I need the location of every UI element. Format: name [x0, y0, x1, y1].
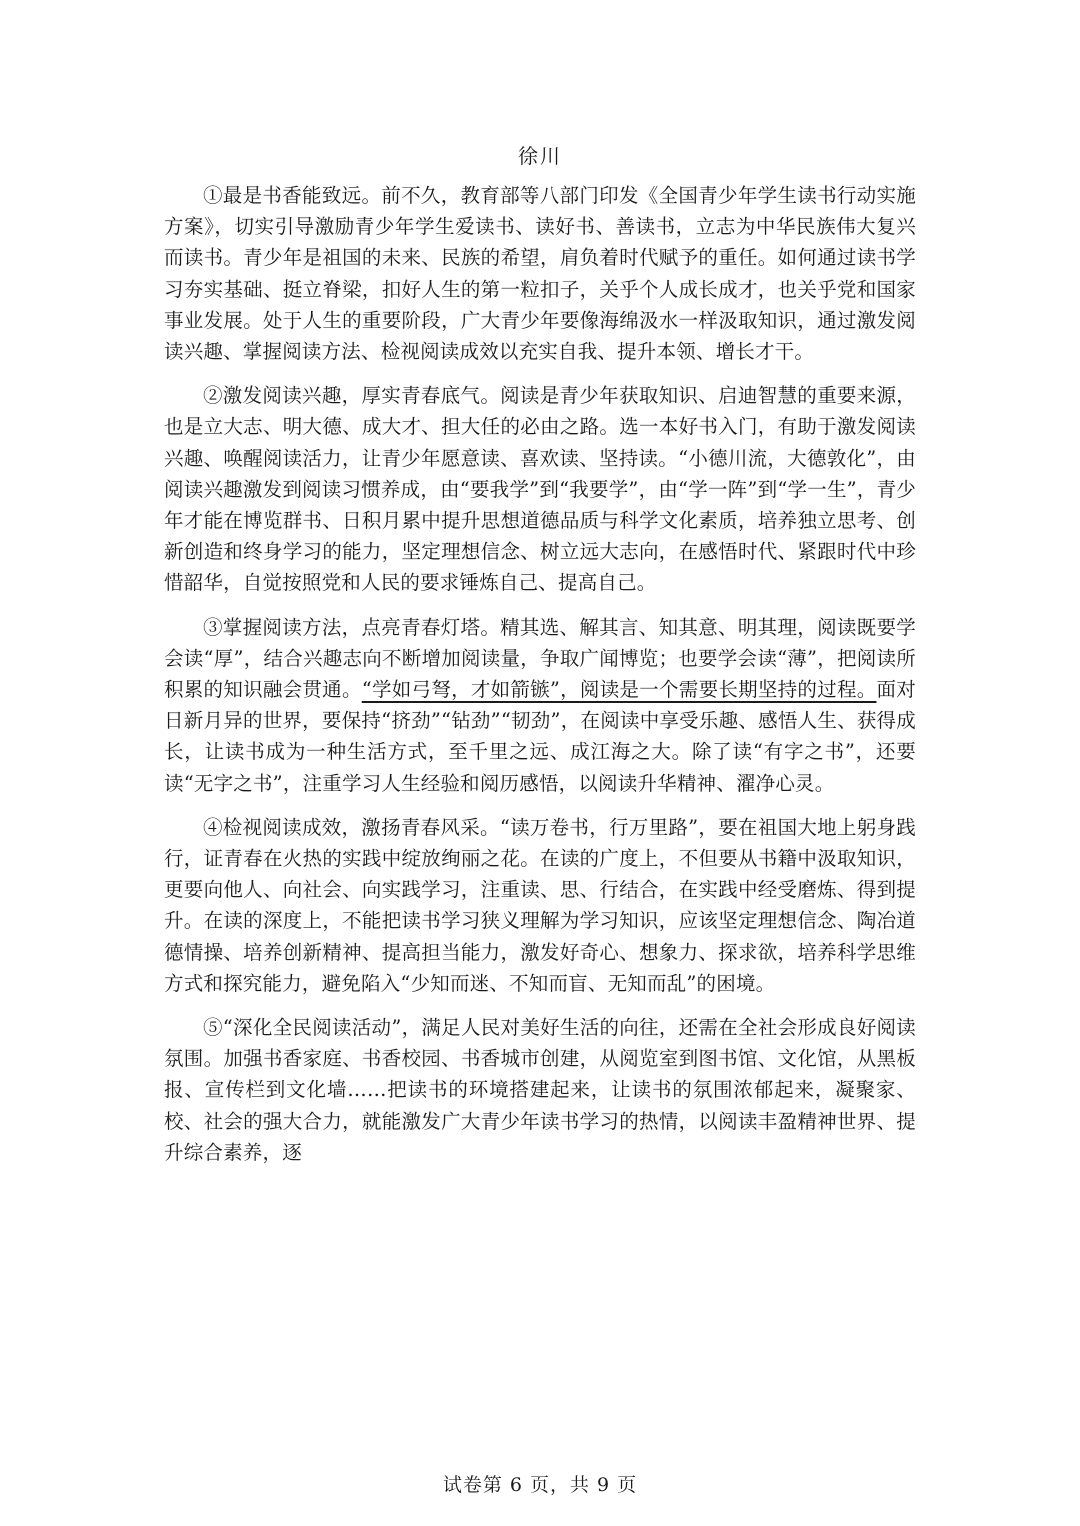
paragraph-1: ①最是书香能致远。前不久，教育部等八部门印发《全国青少年学生读书行动实施方案》，切实引导激励青少年学生爱读书、读好书、善读书，立志为中华民族伟大复兴而读书。青少年是祖国的未来、民族的希望，肩负着时代赋予的重任。如何通过读书学习夯实基础、挺立脊梁，扣好人生的第一粒扣子，关乎个人成长成才，也关乎党和国家事业发展。处于人生的重要阶段，广大青少年要像海绵汲水一样汲取知识，通过激发阅读兴趣、掌握阅读方法、检视阅读成效以充实自我、提升本领、增长才干。 — [164, 184, 916, 364]
underlined-sentence: “学如弓弩，才如箭镞”，阅读是一个需要长期坚持的过程。 — [361, 678, 877, 702]
article-body — [164, 180, 916, 1181]
paragraph-4: ④检视阅读成效，激扬青春风采。“读万卷书，行万里路”，要在祖国大地上躬身践行，证青春在火热的实践中绽放绚丽之花。在读的广度上，不但要从书籍中汲取知识，更要向他人、向社会、向实践学习，注重读、思、行结合，在实践中经受磨炼、得到提升。在读的深度上，不能把读书学习狭义理解为学习知识，应该坚定理想信念、陶冶道德情操、培养创新精神、提高担当能力，激发好奇心、想象力、探求欲，培养科学思维方式和探究能力，避免陷入“少知而迷、不知而盲、无知而乱”的困境。 — [164, 815, 916, 995]
paragraph-2: ②激发阅读兴趣，厚实青春底气。阅读是青少年获取知识、启迪智慧的重要来源，也是立大志、明大德、成大才、担大任的必由之路。选一本好书入门，有助于激发阅读兴趣、唤醒阅读活力，让青少年愿意读、喜欢读、坚持读。“小德川流，大德敦化”，由阅读兴趣激发到阅读习惯养成，由“要我学”到“我要学”，由“学一阵”到“学一生”，青少年才能在博览群书、日积月累中提升思想道德品质与科学文化素质，培养独立思考、创新创造和终身学习的能力，坚定理想信念、树立远大志向，在感悟时代、紧跟时代中珍惜韶华，自觉按照党和人民的要求锤炼自己、提高自己。 — [164, 384, 916, 595]
paragraph-3 — [164, 612, 916, 799]
page-footer: 试卷第 6 页，共 9 页 — [442, 1474, 638, 1496]
paragraph-5: ⑤“深化全民阅读活动”，满足人民对美好生活的向往，还需在全社会形成良好阅读氛围。加强书香家庭、书香校园、书香城市创建，从阅览室到图书馆、文化馆，从黑板报、宣传栏到文化墙……把读书的环境搭建起来，让读书的氛围浓郁起来，凝聚家、校、社会的强大合力，就能激发广大青少年读书学习的热情，以阅读丰盈精神世界、提升综合素养，逐 — [164, 1016, 916, 1164]
author-name: 徐川 — [518, 144, 562, 168]
paragraph-3-after: 面对日新月异的世界，要保持“挤劲”“钻劲”“韧劲”，在阅读中享受乐趣、感悟人生、获得成长，让读书成为一种生活方式，至千里之远、成江海之大。除了读“有字之书”，还要读“无字之书”，注重学习人生经验和阅历感悟，以阅读升华精神、濯净心灵。 — [164, 678, 916, 795]
paragraph-3-before: ③掌握阅读方法，点亮青春灯塔。精其选、解其言、知其意、明其理，阅读既要学会读“厚”，结合兴趣志向不断增加阅读量，争取广闻博览；也要学会读“薄”，把阅读所积累的知识融会贯通。 — [164, 615, 916, 702]
